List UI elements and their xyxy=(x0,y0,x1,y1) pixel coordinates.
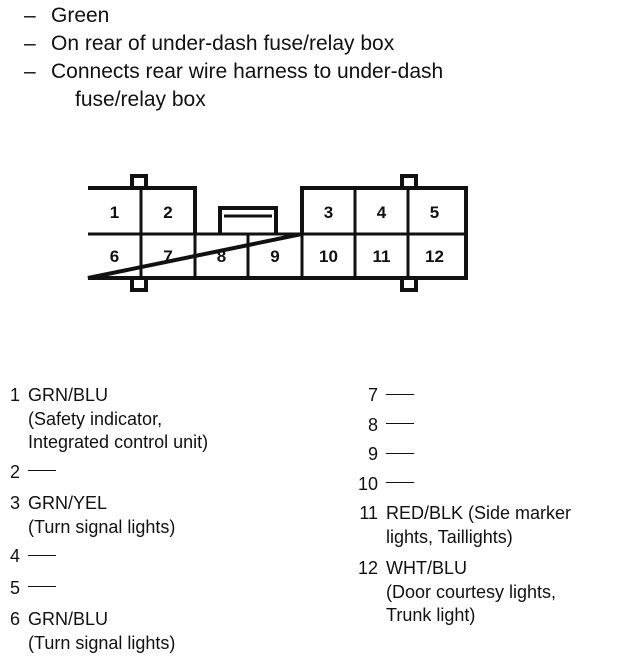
cavity-label: 10 xyxy=(319,247,338,266)
pin-number: 9 xyxy=(367,444,378,464)
cavity-label: 8 xyxy=(216,247,227,266)
pin-circuit-description: Integrated control unit) xyxy=(28,432,209,452)
pin-details xyxy=(378,502,571,549)
pin-circuit-description: lights, Taillights) xyxy=(386,526,513,547)
unused-pin-dash xyxy=(28,555,56,556)
unused-pin-dash xyxy=(28,470,56,471)
pin-details xyxy=(20,608,175,655)
note-dash: – xyxy=(24,4,36,27)
pin-entry xyxy=(354,473,571,497)
pin-entry xyxy=(4,545,208,569)
note-text: On rear of under-dash fuse/relay box xyxy=(51,32,395,55)
unused-pin-dash xyxy=(386,453,414,454)
pin-details xyxy=(20,545,56,569)
pin-entry xyxy=(354,443,571,467)
cavity-label: 1 xyxy=(109,203,120,222)
pin-number: 7 xyxy=(367,385,378,405)
cavity-label: 11 xyxy=(372,247,391,266)
unused-pin-dash xyxy=(386,423,414,424)
pin-entry xyxy=(4,577,208,601)
pin-number: 10 xyxy=(357,473,378,494)
pin-wire-color: GRN/BLU xyxy=(28,609,109,629)
pin-entry xyxy=(354,384,571,408)
pin-number: 3 xyxy=(9,493,20,513)
cavity-label: 7 xyxy=(163,247,173,266)
pin-number: 6 xyxy=(9,609,20,629)
pin-entry xyxy=(354,502,571,549)
pin-number: 4 xyxy=(9,546,20,566)
cavity-label: 2 xyxy=(163,203,173,222)
pin-number: 2 xyxy=(9,461,20,482)
note-text: Green xyxy=(51,4,110,27)
pin-details xyxy=(378,414,414,438)
pin-details xyxy=(378,384,414,408)
note-text: Connects rear wire harness to under-dash xyxy=(51,60,444,83)
pin-details xyxy=(20,577,56,601)
pin-number: 11 xyxy=(359,503,378,523)
pin-entry xyxy=(4,608,208,655)
pin-circuit-description: (Turn signal lights) xyxy=(28,516,176,537)
pin-details xyxy=(20,384,208,455)
pin-number: 5 xyxy=(9,577,20,598)
cavity-label: 12 xyxy=(425,247,444,266)
pin-wire-color: GRN/BLU xyxy=(28,385,109,405)
pin-entry xyxy=(4,492,208,539)
unused-pin-dash xyxy=(386,482,414,483)
pin-wire-color: RED/BLK (Side marker xyxy=(386,503,572,523)
note-dash: – xyxy=(24,32,36,55)
pin-circuit-description: Trunk light) xyxy=(386,605,476,625)
pin-wire-color: WHT/BLU xyxy=(386,558,467,578)
connector-latch xyxy=(220,208,276,234)
note-text-continued: fuse/relay box xyxy=(75,88,206,111)
pin-number: 12 xyxy=(357,558,378,578)
pin-details xyxy=(378,473,414,497)
pin-details xyxy=(378,557,556,628)
note-dash: – xyxy=(24,60,36,83)
pin-list-left xyxy=(4,384,208,661)
pin-entry xyxy=(4,461,208,485)
pin-circuit-description: (Door courtesy lights, xyxy=(386,581,557,602)
pin-entry xyxy=(4,384,208,455)
cavity-label: 3 xyxy=(323,203,334,222)
pin-wire-color: GRN/YEL xyxy=(28,493,108,513)
cavity-label: 4 xyxy=(376,203,387,222)
pin-number: 8 xyxy=(367,414,378,435)
pin-list-right xyxy=(354,384,571,636)
pin-details xyxy=(378,443,414,467)
pin-circuit-description: (Turn signal lights) xyxy=(28,632,176,653)
cavity-label: 6 xyxy=(109,247,120,266)
pin-details xyxy=(20,492,175,539)
cavity-label: 9 xyxy=(270,247,280,266)
unused-pin-dash xyxy=(28,586,56,587)
cavity-label: 5 xyxy=(429,203,440,222)
pin-entry xyxy=(354,414,571,438)
unused-pin-dash xyxy=(386,394,414,395)
pin-details xyxy=(20,461,56,485)
pin-entry xyxy=(354,557,571,628)
pin-number: 1 xyxy=(9,385,20,405)
pin-circuit-description: (Safety indicator, xyxy=(28,408,163,429)
